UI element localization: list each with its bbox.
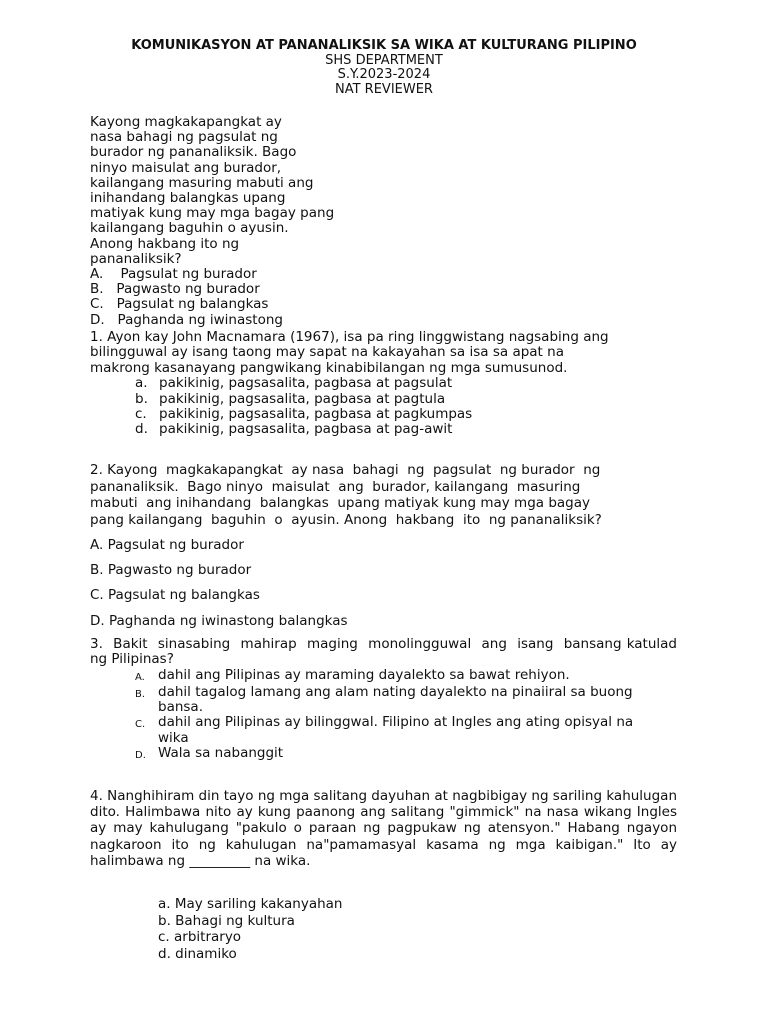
question-1-option-c: c. pakikinig, pagsasalita, pagbasa at pagkumpas — [135, 406, 473, 423]
question-1-options — [90, 376, 675, 438]
question-4 — [90, 788, 677, 869]
department-label: SHS DEPARTMENT — [325, 52, 443, 68]
intro-line: ninyo maisulat ang burador, — [90, 159, 282, 176]
question-1 — [90, 330, 675, 438]
intro-line: kailangang masuring mabuti ang — [90, 174, 314, 191]
intro-line: kailangang baguhin o ayusin. — [90, 220, 289, 237]
reviewer-label: NAT REVIEWER — [335, 81, 433, 97]
question-1-line: makrong kasanayang pangwikang kinabibilangan ng mga sumusunod. — [90, 359, 568, 376]
intro-option: B. Pagwasto ng burador — [90, 281, 260, 298]
question-4-option-a: a. May sariling kakanyahan — [158, 896, 343, 912]
question-4-stem: 4. Nanghihiram din tayo ng mga salitang dayuhan at nagbibigay ng sariling kahulugan dito. Halimbawa nito ay kung paanong ang salitang "gimmick" na nasa wikang Ingles ay may kahulugang "pakulo o paraan ng pagpukaw ng atensyon." Habang ngayon nagkaroon ito ng kahulugan na"pamamasyal kasama ng mga kaibigan." Ito ay halimbawa ng _________ na wika. — [90, 788, 678, 869]
question-2-line: mabuti ang inihandang balangkas upang matiyak kung may mga bagay — [90, 495, 591, 511]
intro-option: D. Paghanda ng iwinastong — [90, 311, 283, 328]
question-2-line: pananaliksik. Bago ninyo maisulat ang burador, kailangang masuring — [90, 478, 581, 495]
question-2-option-c: C. Pagsulat ng balangkas — [90, 587, 260, 603]
question-1-option-d: d. pakikinig, pagsasalita, pagbasa at pag-awit — [135, 421, 453, 438]
question-2-line: pang kailangang baguhin o ayusin. Anong hakbang ito ng pananaliksik? — [90, 511, 602, 528]
school-year-label: S.Y.2023-2024 — [337, 67, 431, 82]
intro-line: nasa bahagi ng pagsulat ng — [90, 129, 278, 146]
intro-line: inihandang balangkas upang — [90, 190, 286, 207]
intro-option: C. Pagsulat ng balangkas — [90, 296, 269, 313]
intro-line: burador ng pananaliksik. Bago — [90, 144, 297, 161]
question-3-stem: 3. Bakit sinasabing mahirap maging monolingguwal ang isang bansang katulad ng Pilipinas? — [90, 636, 682, 668]
question-4-option-d: d. dinamiko — [158, 945, 237, 962]
question-1-line: 1. Ayon kay John Macnamara (1967), isa pa ring linggwistang nagsabing ang — [90, 329, 609, 345]
question-2-option-a: A. Pagsulat ng burador — [90, 537, 244, 553]
intro-line: Anong hakbang ito ng — [90, 235, 240, 252]
question-3-option-a: A. dahil ang Pilipinas ay maraming dayalekto sa bawat rehiyon. — [135, 666, 570, 683]
question-2-option-b: B. Pagwasto ng burador — [90, 562, 252, 578]
intro-line: pananaliksik? — [90, 250, 182, 267]
question-3-option-d: D. Wala sa nabanggit — [135, 745, 284, 762]
question-3 — [90, 636, 682, 763]
question-4-option-c: c. arbitraryo — [158, 929, 242, 946]
intro-line: Kayong magkakapangkat ay — [90, 114, 282, 130]
document-header — [0, 39, 768, 97]
intro-option: A. Pagsulat ng burador — [90, 266, 257, 283]
question-4-option-b: b. Bahagi ng kultura — [158, 912, 295, 929]
question-3-options — [90, 668, 677, 764]
question-3-option-c: C. dahil ang Pilipinas ay bilinggwal. Filipino at Ingles ang ating opisyal na wika — [135, 714, 634, 746]
intro-question — [90, 115, 380, 328]
document-title: KOMUNIKASYON AT PANANALIKSIK SA WIKA AT KULTURANG PILIPINO — [131, 38, 637, 53]
question-4-options — [158, 896, 343, 962]
question-2 — [90, 462, 675, 629]
intro-line: matiyak kung may mga bagay pang — [90, 205, 335, 222]
question-3-option-b: B. dahil tagalog lamang ang alam nating dayalekto na pinaiiral sa buong bansa. — [135, 683, 633, 716]
question-2-option-d: D. Paghanda ng iwinastong balangkas — [90, 613, 348, 629]
question-1-option-b: b. pakikinig, pagsasalita, pagbasa at pagtula — [135, 390, 446, 407]
question-1-option-a: a. pakikinig, pagsasalita, pagbasa at pagsulat — [135, 375, 453, 392]
question-2-line: 2. Kayong magkakapangkat ay nasa bahagi ng pagsulat ng burador ng — [90, 462, 601, 478]
question-1-line: bilingguwal ay isang taong may sapat na kakayahan sa isa sa apat na — [90, 344, 564, 361]
